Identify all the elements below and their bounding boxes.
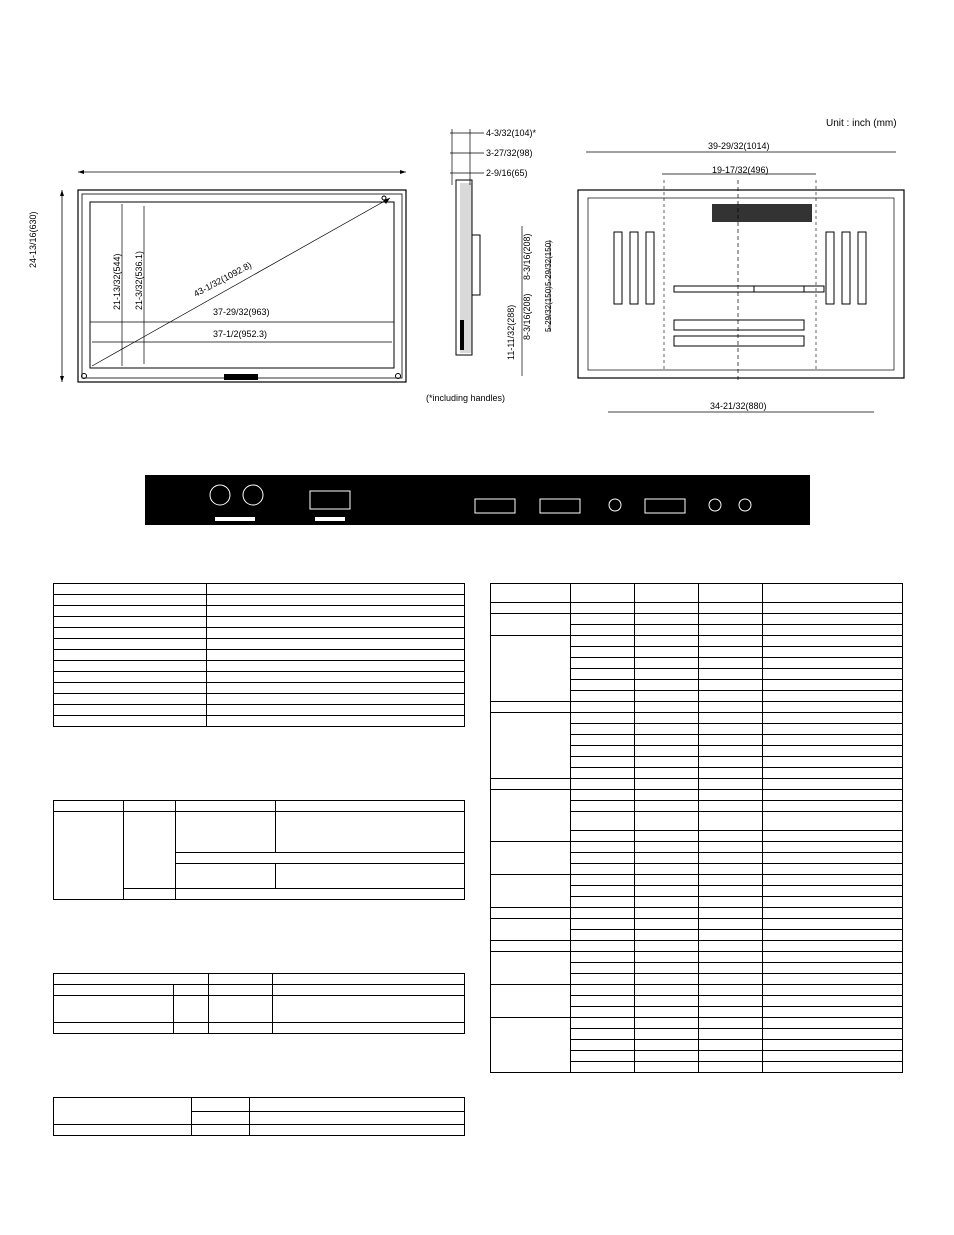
rear-overall-width-label: 39-29/32(1014) [708,141,770,151]
bottom-width-label: 34-21/32(880) [710,401,767,411]
handles-note: (*including handles) [426,393,506,403]
left-bottom-label: 11-11/32(288) [506,304,516,360]
table-2 [53,800,465,900]
mid-lower-label: 5-29/32(150) [544,286,553,332]
depth-2-label: 3-27/32(98) [486,148,533,158]
rear-view-drawing [500,140,910,430]
screen-width-1-label: 37-29/32(963) [213,307,270,317]
overall-height-label: 24-13/16(630) [28,211,38,268]
screen-height-1-label: 21-13/32(544) [112,253,122,310]
table-4 [53,1097,465,1136]
diagonal-label: 43-1/32(1092.8) [192,259,254,299]
mount-width-label: 19-17/32(496) [712,165,769,175]
left-lower-label: 8-3/16(208) [522,293,532,340]
connection-panel-image [145,475,810,525]
mid-upper-label: 5-29/32(150) [544,240,553,286]
unit-label: Unit : inch (mm) [826,118,897,129]
depth-3-label: 2-9/16(65) [486,168,528,178]
screen-height-2-label: 21-3/32(536.1) [134,250,144,310]
left-upper-label: 8-3/16(208) [522,233,532,280]
table-5 [490,583,903,1073]
table-1 [53,583,465,727]
depth-handles-label: 4-3/32(104)* [486,128,537,138]
screen-width-2-label: 37-1/2(952.3) [213,329,268,339]
table-3 [53,973,465,1034]
